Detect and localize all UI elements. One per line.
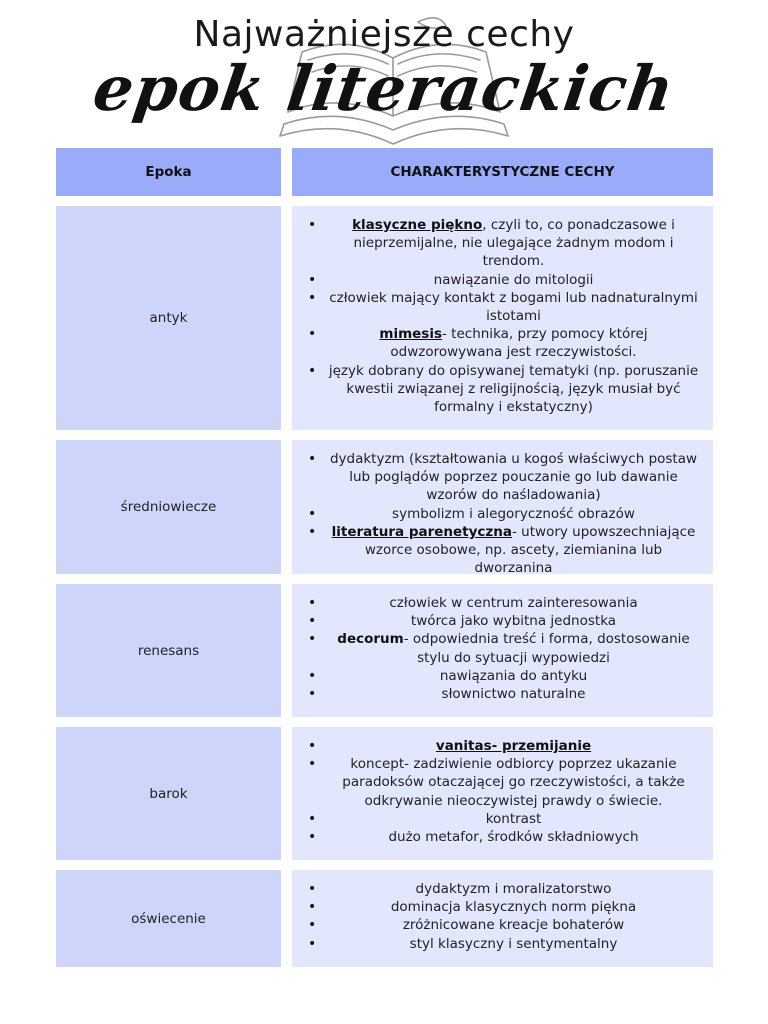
- list-item: [292, 289, 713, 325]
- key-term: decorum: [337, 631, 404, 648]
- list-item: [292, 898, 713, 916]
- list-item: [292, 594, 713, 612]
- epoch-label: renesans: [56, 584, 281, 717]
- features-cell: [292, 206, 713, 430]
- item-text: dużo metafor, środków składniowych: [388, 829, 639, 846]
- item-text: - utwory upowszechniające wzorce osobowe, np. ascety, ziemianina lub dworzanina: [364, 523, 696, 577]
- item-text: nawiązania do antyku: [439, 667, 588, 684]
- epoch-label: oświecenie: [56, 870, 281, 967]
- table-row: [56, 440, 713, 577]
- item-text: koncept- zadziwienie odbiorcy poprzez ukazanie paradoksów otaczającej go rzeczywistości, a także odkrywanie nieoczywistej prawdy o świecie.: [342, 756, 685, 809]
- table-row: [56, 206, 713, 430]
- list-item: [292, 935, 713, 953]
- column-header-epoch: Epoka: [56, 148, 281, 196]
- item-text: , czyli to, co ponadczasowe i nieprzemijalne, nie ulegające żadnym modom i trendom.: [353, 217, 675, 270]
- list-item: [292, 523, 713, 578]
- page-header: [0, 0, 768, 145]
- table-row: [56, 870, 713, 967]
- item-text: dydaktyzm (kształtowania u kogoś właściwych postaw lub poglądów poprzez pouczanie go lub dawanie wzorów do naśladowania): [329, 451, 698, 504]
- item-text: słownictwo naturalne: [441, 686, 586, 703]
- page-title: Najważniejsze cechy: [193, 14, 575, 55]
- list-item: [292, 880, 713, 898]
- list-item: [292, 828, 713, 846]
- key-term: vanitas- przemijanie: [435, 738, 592, 754]
- key-term: literatura parenetyczna: [331, 523, 513, 540]
- page-subtitle: epok literackich: [88, 52, 680, 125]
- list-item: [292, 505, 713, 523]
- list-item: [292, 755, 713, 810]
- item-text: zróżnicowane kreacje bohaterów: [402, 917, 625, 934]
- key-term: klasyczne piękno: [352, 217, 483, 233]
- features-cell: [292, 584, 713, 717]
- table-row: [56, 727, 713, 860]
- list-item: [292, 630, 713, 666]
- features-cell: [292, 440, 713, 577]
- epoch-label: antyk: [56, 206, 281, 430]
- list-item: [292, 916, 713, 934]
- list-item: [292, 667, 713, 685]
- key-term: mimesis: [379, 326, 443, 343]
- features-list: [292, 594, 713, 703]
- features-list: [292, 737, 713, 846]
- item-text: dydaktyzm i moralizatorstwo: [415, 881, 612, 897]
- column-header-features: CHARAKTERYSTYCZNE CECHY: [292, 148, 713, 196]
- item-text: - technika, przy pomocy której odwzorowywana jest rzeczywistości.: [390, 326, 648, 361]
- list-item: [292, 362, 713, 417]
- list-item: [292, 325, 713, 361]
- list-item: [292, 737, 713, 755]
- item-text: dominacja klasycznych norm piękna: [390, 899, 637, 916]
- list-item: [292, 216, 713, 271]
- features-cell: [292, 870, 713, 967]
- item-text: język dobrany do opisywanej tematyki (np. poruszanie kwestii związanej z religijnością, język musiał być formalny i ekstatyczny): [328, 362, 699, 416]
- item-text: człowiek mający kontakt z bogami lub nadnaturalnymi istotami: [329, 289, 698, 325]
- epoch-label: średniowiecze: [56, 440, 281, 574]
- features-list: [292, 216, 713, 416]
- item-text: kontrast: [485, 810, 542, 827]
- features-cell: [292, 727, 713, 860]
- list-item: [292, 450, 713, 505]
- item-text: nawiązanie do mitologii: [433, 271, 594, 288]
- item-text: symbolizm i alegoryczność obrazów: [392, 505, 635, 522]
- features-list: [292, 880, 713, 953]
- item-text: - odpowiednia treść i forma, dostosowanie stylu do sytuacji wypowiedzi: [403, 631, 690, 666]
- epoch-label: barok: [56, 727, 281, 860]
- item-text: człowiek w centrum zainteresowania: [389, 595, 638, 611]
- table-row: [56, 584, 713, 717]
- list-item: [292, 612, 713, 630]
- item-text: twórca jako wybitna jednostka: [410, 613, 617, 630]
- list-item: [292, 810, 713, 828]
- table-header-row: [56, 148, 713, 196]
- list-item: [292, 271, 713, 289]
- list-item: [292, 685, 713, 703]
- features-list: [292, 450, 713, 577]
- item-text: styl klasyczny i sentymentalny: [409, 935, 618, 952]
